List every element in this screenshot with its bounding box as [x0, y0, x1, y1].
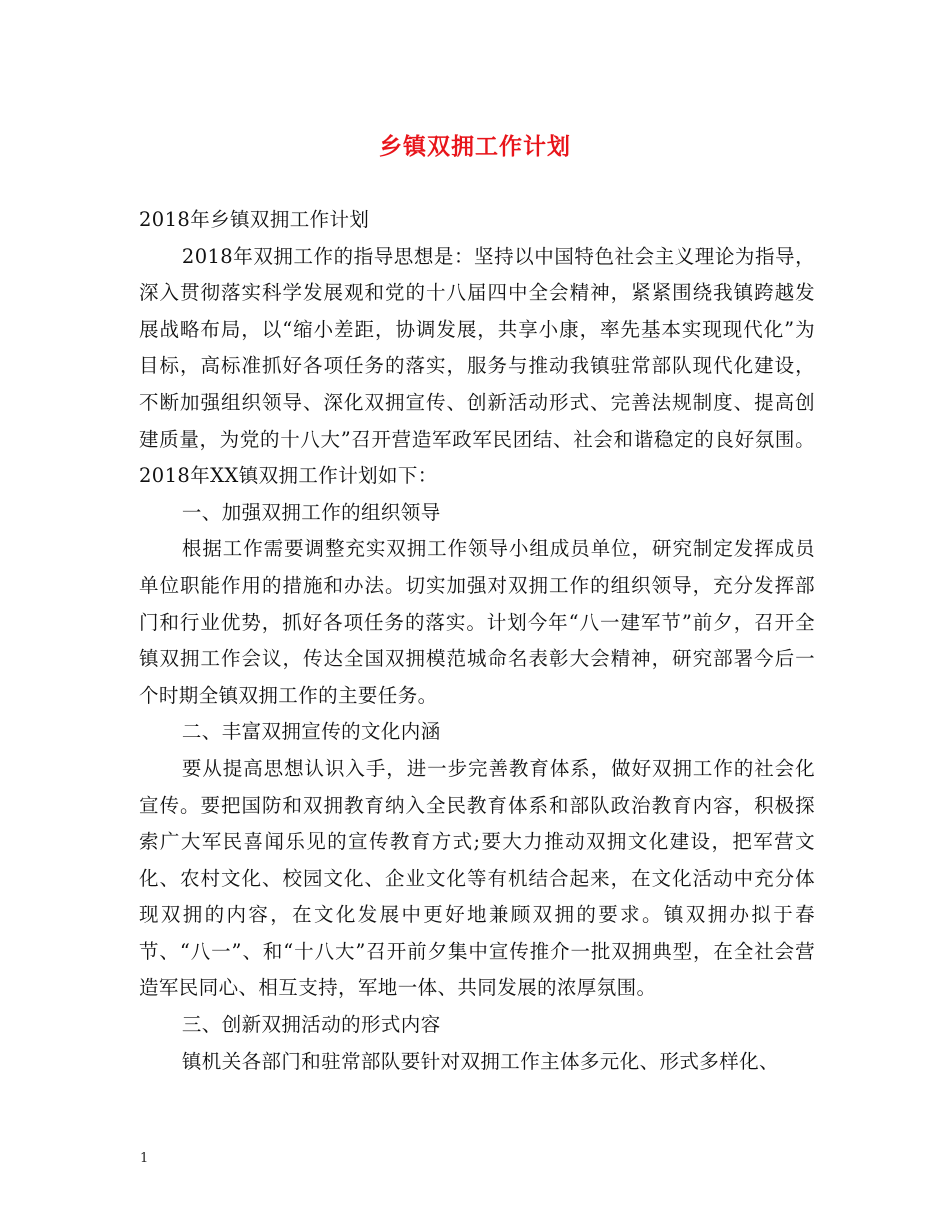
document-subtitle: 2018年乡镇双拥工作计划 [139, 208, 370, 231]
section-heading-2: 二、丰富双拥宣传的文化内涵 [181, 720, 441, 744]
document-title: 乡镇双拥工作计划 [379, 133, 571, 160]
section-heading-3: 三、创新双拥活动的形式内容 [181, 1013, 441, 1037]
paragraph-guiding-thought: 2018年双拥工作的指导思想是：坚持以中国特色社会主义理论为指导，深入贯彻落实科学发展观和党的十八届四中全会精神，紧紧围绕我镇跨越发展战略布局，以“缩小差距，协调发展，共享小康，率先基本实现现代化”为目标，高标准抓好各项任务的落实，服务与推动我镇驻常部队现代化建设，不断加强组织领导、深化双拥宣传、创新活动形式、完善法规制度、提高创建质量，为党的十八大”召开营造军政军民团结、社会和谐稳定的良好氛围。2018年XX镇双拥工作计划如下： [139, 244, 815, 488]
paragraph-section-1: 根据工作需要调整充实双拥工作领导小组成员单位，研究制定发挥成员单位职能作用的措施和办法。切实加强对双拥工作的组织领导，充分发挥部门和行业优势，抓好各项任务的落实。计划今年“八一建军节”前夕，召开全镇双拥工作会议，传达全国双拥模范城命名表彰大会精神，研究部署今后一个时期全镇双拥工作的主要任务。 [139, 537, 815, 707]
page-number: 1 [140, 1151, 149, 1166]
document-body [139, 202, 815, 1080]
paragraph-section-2: 要从提高思想认识入手，进一步完善教育体系，做好双拥工作的社会化宣传。要把国防和双拥教育纳入全民教育体系和部队政治教育内容，积极探索广大军民喜闻乐见的宣传教育方式;要大力推动双拥文化建设，把军营文化、农村文化、校园文化、企业文化等有机结合起来，在文化活动中充分体现双拥的内容，在文化发展中更好地兼顾双拥的要求。镇双拥办拟于春节、“八一”、和“十八大”召开前夕集中宣传推介一批双拥典型，在全社会营造军民同心、相互支持，军地一体、共同发展的浓厚氛围。 [139, 756, 815, 1000]
section-heading-1: 一、加强双拥工作的组织领导 [181, 500, 441, 524]
paragraph-section-3: 镇机关各部门和驻常部队要针对双拥工作主体多元化、形式多样化、 [181, 1049, 779, 1073]
